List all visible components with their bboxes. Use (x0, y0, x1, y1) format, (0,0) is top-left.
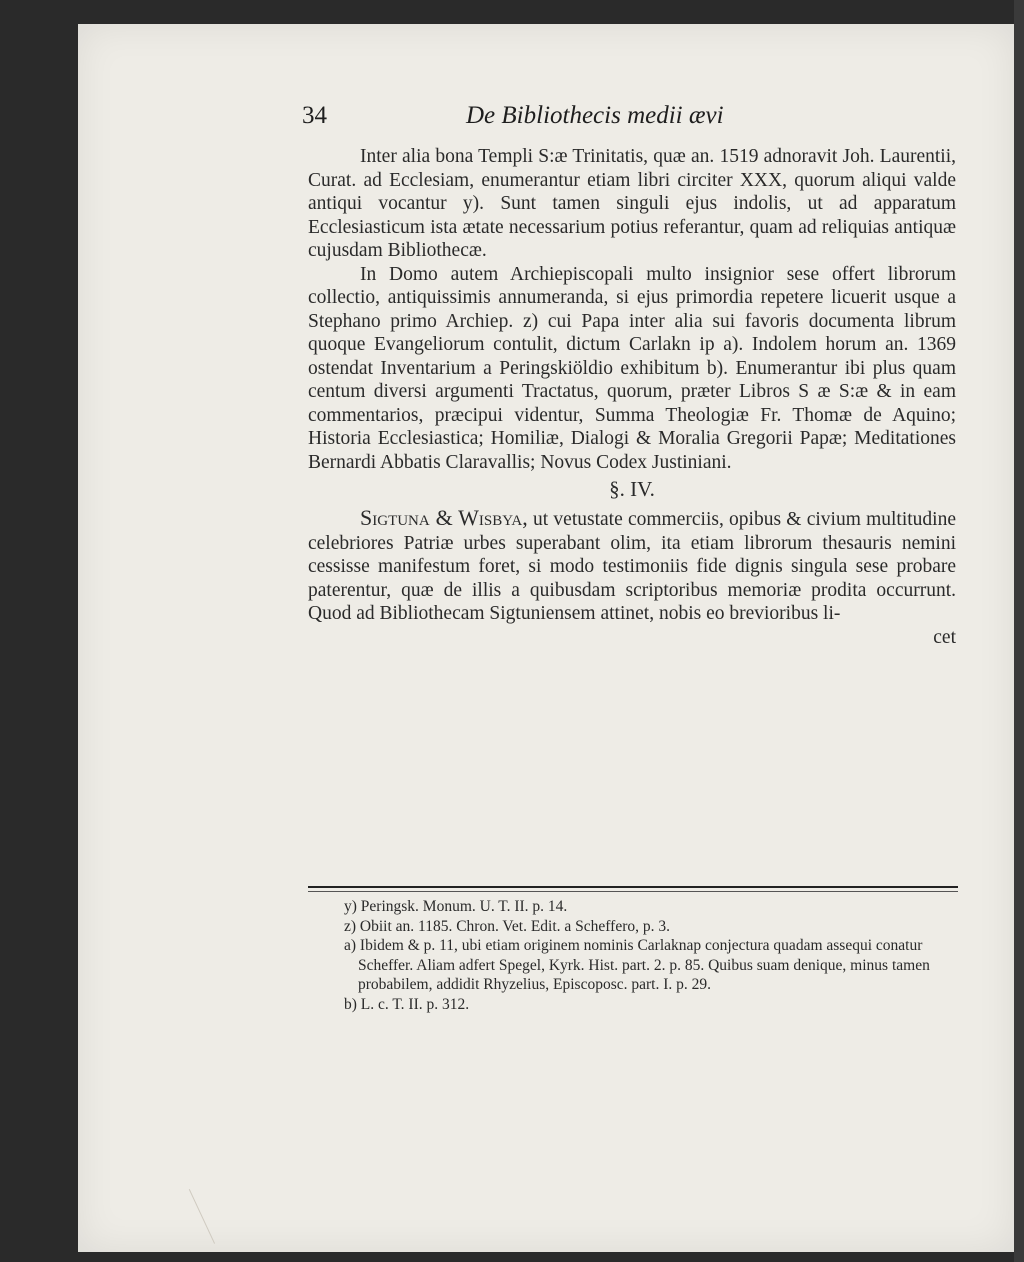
running-title: De Bibliothecis medii ævi (466, 102, 724, 129)
section-paragraph-text: ut vetustate commerciis, opibus & civium multitudine celebriores Patriæ urbes superabant olim, ita etiam librorum thesauris nemini cessisse manifestum foret, si modo testimoniis fide dignis singula sese probare paterentur, quæ de illis a quibusdam scriptoribus memoriæ prodita occurrunt. Quod ad Bibliothecam Sigtuniensem attinet, nobis eo brevioribus li- (308, 509, 957, 624)
footnotes (344, 897, 956, 1014)
page-number: 34 (302, 102, 327, 129)
footnote-rule-thin (308, 891, 958, 892)
section-intro: Sigtuna & Wisbya, (360, 505, 528, 530)
footnote-z: z) Obiit an. 1185. Chron. Vet. Edit. a Schefferο, p. 3. (344, 917, 671, 935)
footnote-rule (308, 886, 958, 888)
main-text (308, 145, 956, 649)
footnote-b: b) L. c. T. II. p. 312. (344, 995, 470, 1013)
footnote-y: y) Peringsk. Monum. U. T. II. p. 14. (344, 898, 568, 915)
paragraph-1: Inter alia bona Templi S:æ Trinitatis, quæ an. 1519 adnoravit Joh. Laurentii, Curat. ad Ecclesiam, enumerantur etiam libri circiter XXX, quorum aliqui valde antiqui vocantur y). Sunt tamen singuli ejus indolis, ut ad apparatum Ecclesiasticum ista ætate necessarium potius referantur, quam ad reliquias antiquæ cujusdam Bibliothecæ. (308, 146, 956, 261)
scan-border (1014, 0, 1024, 1262)
page-header (302, 102, 772, 142)
catchword: cet (933, 626, 956, 648)
section-heading: §. IV. (609, 477, 655, 501)
paragraph-2: In Domo autem Archiepiscopali multo insignior sese offert librorum collectio, antiquissimis annumeranda, si ejus primordia repetere licuerit usque a Stephano primo Archiep. z) cui Papa inter alia sui favoris documenta librum quoque Evangeliorum contulit, dictum Carlakn ip a). Indolem horum an. 1369 ostendat Inventarium a Peringskiöldio exhibitum b). Enumerantur ibi plus quam centum diversi argumenti Tractatus, quorum, præter Libros S æ S:æ & in eam commentarios, præcipui videntur, Summa Theologiæ Fr. Thomæ de Aquino; Historia Ecclesiastica; Homiliæ, Dialogi & Moralia Gregorii Papæ; Meditationes Bernardi Abbatis Claravallis; Novus Codex Justiniani. (308, 263, 956, 473)
footnote-a: a) Ibidem & p. 11, ubi etiam originem nominis Carlaknap conjectura quadam assequi conatur Scheffer. Aliam adfert Spegel, Kyrk. Hist. part. 2. p. 85. Quibus suam denique, minus tamen probabilem, addidit Rhyzelius, Episcoposc. part. I. p. 29. (344, 937, 930, 993)
paragraph-3 (308, 506, 956, 626)
